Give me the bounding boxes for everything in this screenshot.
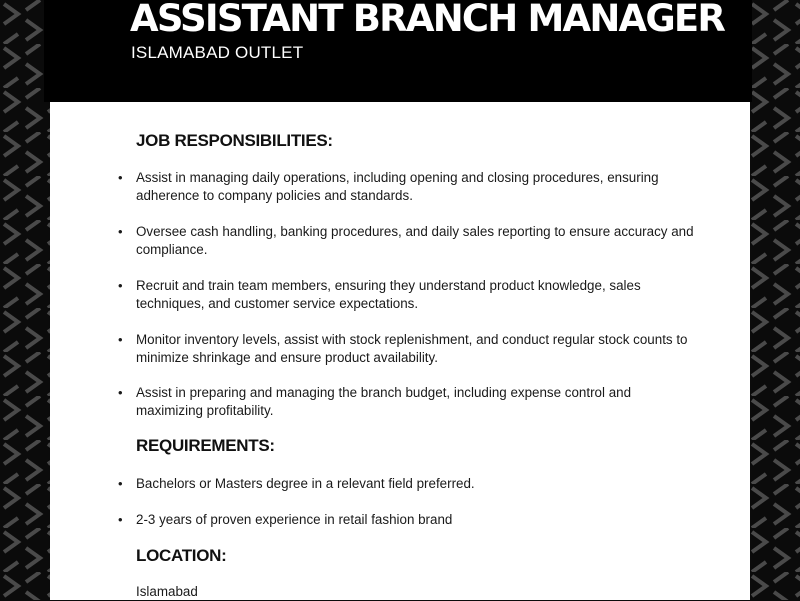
responsibility-item bbox=[118, 169, 696, 205]
responsibility-text: Recruit and train team members, ensuring they understand product knowledge, sales techniques, and customer service expectations. bbox=[136, 278, 641, 311]
responsibilities-heading: JOB RESPONSIBILITIES: bbox=[136, 131, 333, 150]
requirement-text: 2-3 years of proven experience in retail fashion brand bbox=[136, 512, 453, 527]
responsibility-item bbox=[118, 277, 696, 313]
requirement-item bbox=[118, 475, 696, 493]
bullet-icon: • bbox=[118, 512, 123, 527]
responsibility-text: Oversee cash handling, banking procedures, and daily sales reporting to ensure accuracy and compliance. bbox=[136, 224, 694, 257]
requirement-item bbox=[118, 511, 696, 529]
responsibility-text: Assist in preparing and managing the branch budget, including expense control and maximizing profitability. bbox=[136, 385, 632, 418]
requirement-text: Bachelors or Masters degree in a relevant field preferred. bbox=[136, 476, 475, 491]
bullet-icon: • bbox=[118, 385, 123, 400]
bullet-icon: • bbox=[118, 224, 123, 239]
requirements-heading: REQUIREMENTS: bbox=[136, 436, 275, 455]
location-heading: LOCATION: bbox=[136, 546, 227, 565]
bullet-icon: • bbox=[118, 278, 123, 293]
bullet-icon: • bbox=[118, 476, 123, 491]
responsibility-item bbox=[118, 331, 696, 367]
responsibility-text: Assist in managing daily operations, including opening and closing procedures, ensuring adherence to company policies and standards. bbox=[136, 170, 659, 203]
bullet-icon: • bbox=[118, 332, 123, 347]
bullet-icon: • bbox=[118, 170, 123, 185]
job-description-card bbox=[50, 102, 750, 600]
responsibility-item bbox=[118, 384, 696, 420]
responsibility-item bbox=[118, 223, 696, 259]
location-value: Islamabad bbox=[136, 584, 198, 599]
page-subtitle: ISLAMABAD OUTLET bbox=[131, 43, 304, 62]
responsibility-text: Monitor inventory levels, assist with stock replenishment, and conduct regular stock counts to minimize shrinkage and ensure product availability. bbox=[136, 332, 688, 365]
header-banner bbox=[44, 0, 752, 102]
page-title: ASSISTANT BRANCH MANAGER bbox=[130, 0, 725, 40]
